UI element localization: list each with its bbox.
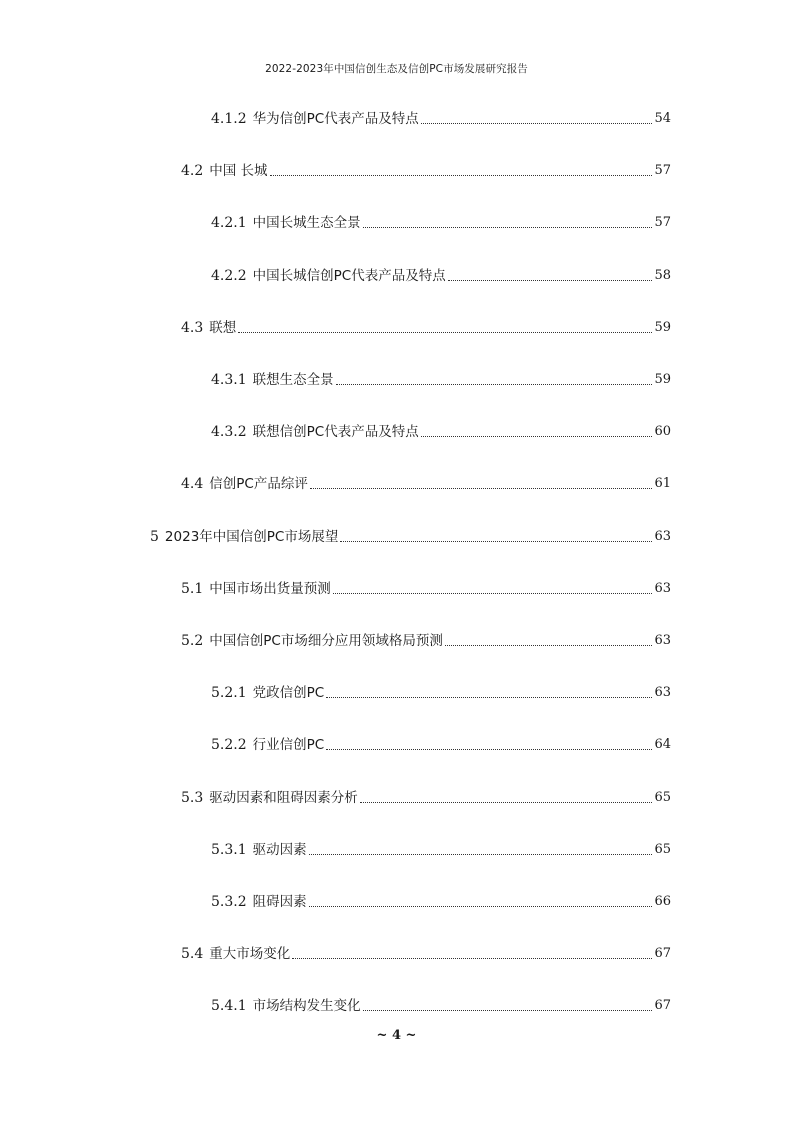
toc-leader-dots <box>292 957 652 959</box>
toc-leader-dots <box>448 279 653 281</box>
toc-entry[interactable] <box>211 266 671 286</box>
toc-entry[interactable] <box>181 474 671 494</box>
toc-entry-number: 5.2 <box>181 633 204 649</box>
toc-entry-page: 59 <box>654 320 671 335</box>
toc-leader-dots <box>270 174 653 176</box>
toc-entry[interactable] <box>211 370 671 390</box>
toc-entry-number: 4.3 <box>181 320 204 336</box>
toc-entry-title: 中国长城生态全景 <box>252 215 361 231</box>
toc-entry-number: 5.3 <box>181 790 204 806</box>
toc-entry-title: 中国信创PC市场细分应用领域格局预测 <box>209 633 443 649</box>
toc-entry-title: 中国市场出货量预测 <box>209 581 331 597</box>
toc-entry-title: 中国长城信创PC代表产品及特点 <box>252 268 446 284</box>
toc-entry[interactable] <box>181 631 671 651</box>
toc-entry-number: 5.1 <box>181 581 204 597</box>
page-number: ~ 4 ~ <box>376 1028 417 1043</box>
toc-leader-dots <box>326 748 652 750</box>
toc-entry-title: 联想信创PC代表产品及特点 <box>252 424 419 440</box>
toc-entry[interactable] <box>181 161 671 181</box>
toc-entry[interactable] <box>211 996 671 1016</box>
toc-entry-page: 63 <box>654 529 671 544</box>
toc-entry-number: 4.3.1 <box>211 372 247 388</box>
toc-entry-number: 5.4 <box>181 946 204 962</box>
toc-entry-page: 63 <box>654 633 671 648</box>
toc-entry-title: 重大市场变化 <box>209 946 291 962</box>
toc-entry-title: 党政信创PC <box>252 685 325 701</box>
toc-leader-dots <box>326 696 652 698</box>
toc-leader-dots <box>421 435 653 437</box>
toc-entry-number: 4.2.1 <box>211 215 247 231</box>
toc-entry[interactable] <box>181 318 671 338</box>
toc-entry-page: 57 <box>654 215 671 230</box>
toc-entry-number: 4.3.2 <box>211 424 247 440</box>
toc-leader-dots <box>309 905 653 907</box>
toc-entry-page: 57 <box>654 163 671 178</box>
toc-entry-title: 联想 <box>209 320 237 336</box>
toc-leader-dots <box>310 487 653 489</box>
toc-leader-dots <box>340 540 652 542</box>
toc-entry[interactable] <box>211 213 671 233</box>
toc-entry-title: 行业信创PC <box>252 737 325 753</box>
toc-entry-title: 驱动因素和阻碍因素分析 <box>209 790 358 806</box>
toc-entry-number: 5.2.1 <box>211 685 247 701</box>
toc-leader-dots <box>333 592 653 594</box>
toc-entry[interactable] <box>211 683 671 703</box>
toc-entry-title: 联想生态全景 <box>252 372 334 388</box>
toc-entry-title: 市场结构发生变化 <box>252 998 361 1014</box>
toc-entry-page: 61 <box>654 476 671 491</box>
toc-entry[interactable] <box>211 735 671 755</box>
toc-entry-title: 中国 长城 <box>209 163 268 179</box>
toc-leader-dots <box>238 331 652 333</box>
toc-leader-dots <box>336 383 653 385</box>
toc-entry[interactable] <box>181 944 671 964</box>
toc-entry-page: 59 <box>654 372 671 387</box>
toc-leader-dots <box>363 226 653 228</box>
toc-entry-page: 63 <box>654 581 671 596</box>
toc-entry[interactable] <box>211 840 671 860</box>
toc-entry[interactable] <box>211 422 671 442</box>
toc-entry-number: 4.4 <box>181 476 204 492</box>
toc-entry-page: 58 <box>654 268 671 283</box>
toc-entry-number: 5 <box>150 529 159 545</box>
toc-entry-page: 63 <box>654 685 671 700</box>
toc-entry-page: 66 <box>654 894 671 909</box>
toc-entry-title: 信创PC产品综评 <box>209 476 308 492</box>
toc-entry[interactable] <box>181 579 671 599</box>
toc-entry-title: 阻碍因素 <box>252 894 307 910</box>
toc-entry-number: 5.4.1 <box>211 998 247 1014</box>
toc-entry-number: 5.3.2 <box>211 894 247 910</box>
toc-entry[interactable] <box>211 892 671 912</box>
toc-entry-page: 67 <box>654 998 671 1013</box>
toc-leader-dots <box>309 853 653 855</box>
toc-leader-dots <box>421 122 653 124</box>
running-header: 2022-2023年中国信创生态及信创PC市场发展研究报告 <box>265 63 528 75</box>
toc-leader-dots <box>445 644 653 646</box>
toc-entry-title: 驱动因素 <box>252 842 307 858</box>
toc-leader-dots <box>363 1009 653 1011</box>
toc-entry-title: 华为信创PC代表产品及特点 <box>252 111 419 127</box>
toc-entry-page: 60 <box>654 424 671 439</box>
toc-entry-title: 2023年中国信创PC市场展望 <box>164 529 339 545</box>
toc-leader-dots <box>360 801 653 803</box>
toc-entry[interactable] <box>211 109 671 129</box>
toc-entry-page: 64 <box>654 737 671 752</box>
toc-entry[interactable] <box>150 527 671 547</box>
toc-entry-number: 5.3.1 <box>211 842 247 858</box>
toc-entry-page: 67 <box>654 946 671 961</box>
toc-entry-number: 4.1.2 <box>211 111 247 127</box>
toc-entry-page: 65 <box>654 842 671 857</box>
toc-entry-number: 4.2.2 <box>211 268 247 284</box>
toc-entry-number: 5.2.2 <box>211 737 247 753</box>
toc-entry-page: 54 <box>654 111 671 126</box>
toc-entry-number: 4.2 <box>181 163 204 179</box>
toc-entry[interactable] <box>181 788 671 808</box>
toc-entry-page: 65 <box>654 790 671 805</box>
